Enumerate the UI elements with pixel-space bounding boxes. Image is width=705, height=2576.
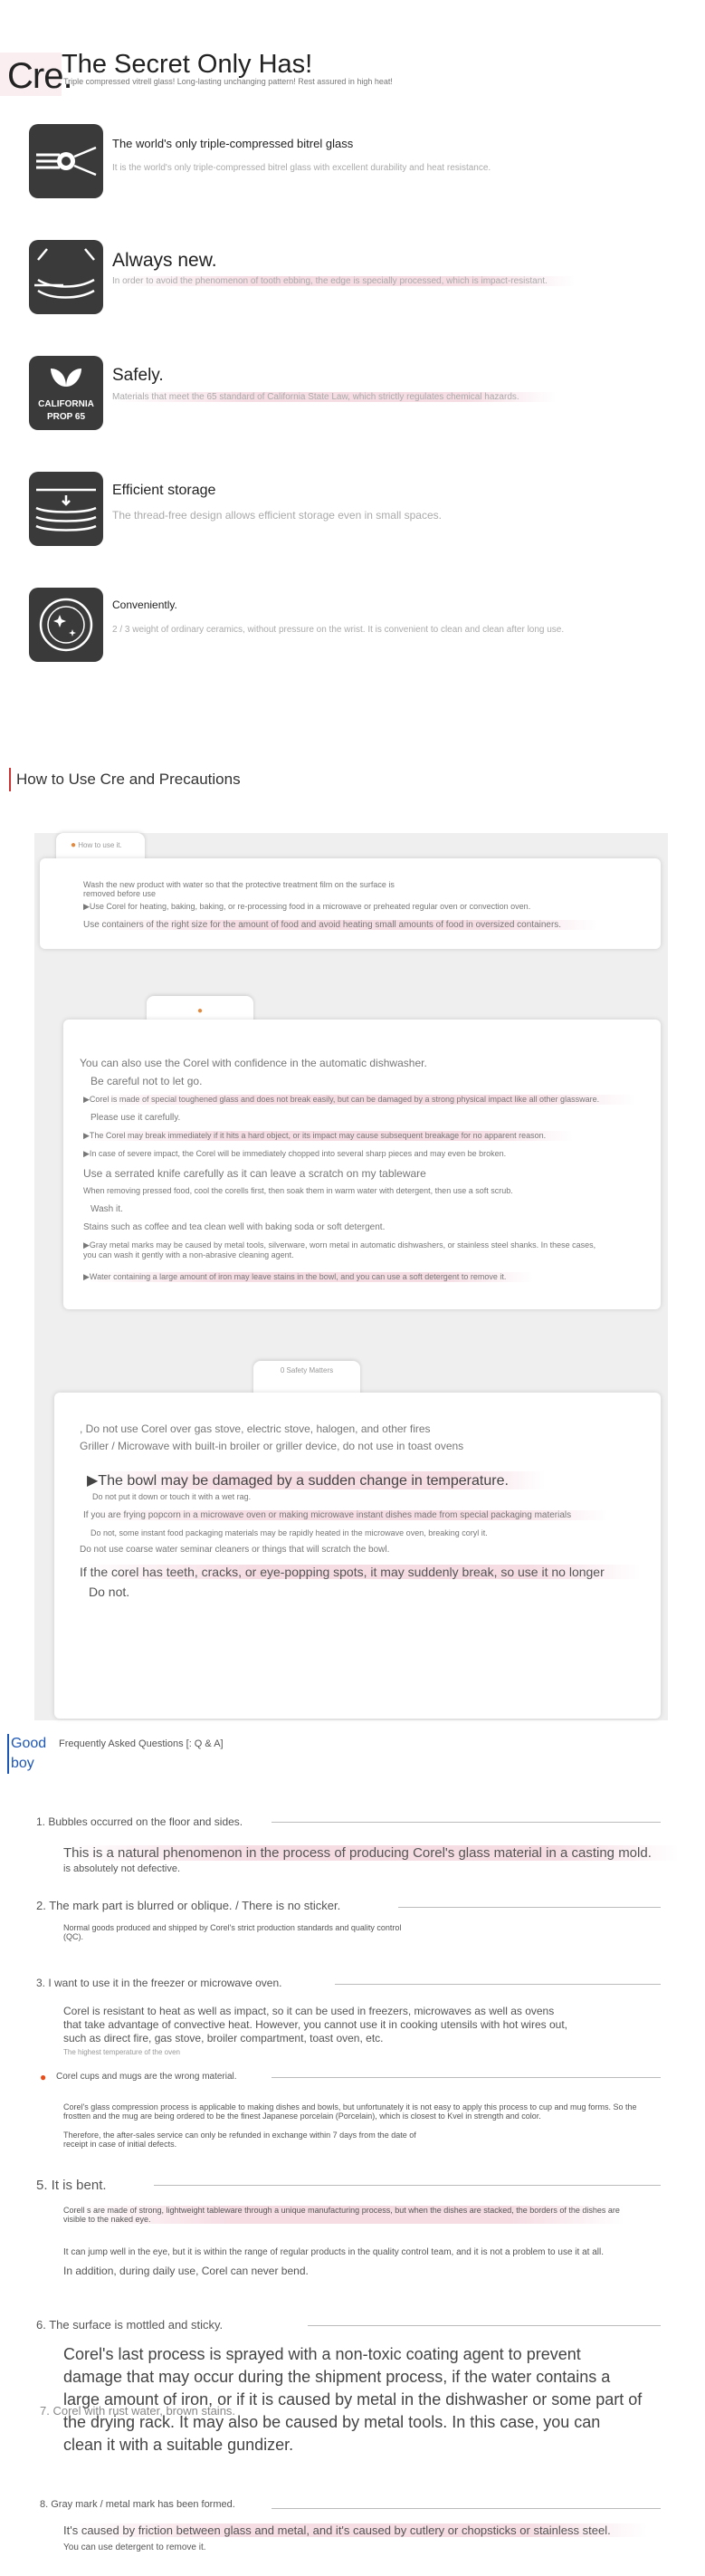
safety-text: ▶The bowl may be damaged by a sudden change in temperature. <box>87 1471 545 1489</box>
safety-text: If you are frying popcorn in a microwave oven or making microwave instant dishes made from special packaging materials <box>83 1510 607 1520</box>
faq-answer: The highest temperature of the oven <box>63 2048 180 2056</box>
feature-title: The world's only triple-compressed bitrel glass <box>112 137 354 150</box>
faq-answer: It's caused by friction between glass and metal, and it's caused by cutlery or chopsticks or stainless steel. <box>63 2523 647 2537</box>
divider <box>272 1822 661 1823</box>
faq-question: Corel cups and mugs are the wrong material. <box>56 2072 237 2082</box>
howto-text: Wash the new product with water so that the protective treatment film on the surface is removed before use <box>83 880 395 898</box>
leaf-icon <box>29 356 103 430</box>
feature-desc: The thread-free design allows efficient storage even in small spaces. <box>112 509 442 522</box>
care-text: ▶Gray metal marks may be caused by metal tools, silverware, worn metal in automatic dishwashers, or stainless steel shanks. In these cases, you can wash it gently with a non-abrasive cleaning agent. <box>83 1240 596 1259</box>
feature-desc: 2 / 3 weight of ordinary ceramics, without pressure on the wrist. It is convenient to clean and clean after long use. <box>112 625 565 635</box>
safety-text: , Do not use Corel over gas stove, electric stove, halogen, and other fires <box>80 1422 431 1435</box>
page-subtitle: Triple compressed vitrell glass! Long-lasting unchanging pattern! Rest assured in high heat! <box>63 77 393 86</box>
svg-text:CALIFORNIA: CALIFORNIA <box>38 399 94 409</box>
care-text: Wash it. <box>91 1204 123 1214</box>
svg-text:PROP 65: PROP 65 <box>46 412 86 422</box>
section-title: How to Use Cre and Precautions <box>9 768 241 791</box>
faq-heading: Frequently Asked Questions [: Q & A] <box>59 1738 224 1749</box>
safety-text: Griller / Microwave with built-in broiler or griller device, do not use in toast ovens <box>80 1440 464 1452</box>
faq-question: 6. The surface is mottled and sticky. <box>36 2318 224 2332</box>
flame-icon: ● <box>40 2071 47 2083</box>
divider <box>398 1907 661 1908</box>
tab-safety[interactable] <box>253 1361 360 1397</box>
faq-question: 7. Corel with rust water, brown stains. <box>40 2404 236 2418</box>
feature-desc: In order to avoid the phenomenon of tooth ebbing, the edge is specially processed, which is impact-resistant. <box>112 276 575 286</box>
safety-text: Do not use coarse water seminar cleaners or things that will scratch the bowl. <box>80 1545 390 1555</box>
faq-answer: Corel is resistant to heat as well as impact, so it can be used in freezers, microwaves as well as ovens that take advantage of convective heat. However, you cannot use it in cooking utensils with hot wires out, such as direct fire, gas stove, broiler compartment, toast oven, etc. <box>63 2005 567 2045</box>
tab-label: How to use it. <box>78 841 122 849</box>
care-text: Please use it carefully. <box>91 1113 181 1123</box>
feature-title: Always new. <box>112 250 217 271</box>
care-text: ▶Corel is made of special toughened glass and does not break easily, but can be damaged by a strong physical impact like all other glassware. <box>83 1095 635 1105</box>
divider <box>272 2508 661 2509</box>
flame-icon: ● <box>196 1006 204 1016</box>
safety-text: Do not, some instant food packaging materials may be rapidly heated in the microwave oven, breaking coryl it. <box>91 1528 488 1537</box>
howto-text: ▶Use Corel for heating, baking, baking, or re-processing food in a microwave or preheated regular oven or convection oven. <box>83 902 531 911</box>
page-title: The Secret Only Has! <box>62 50 313 79</box>
feature-title: Conveniently. <box>112 599 177 611</box>
feature-title: Efficient storage <box>112 483 216 498</box>
faq-answer: You can use detergent to remove it. <box>63 2542 206 2552</box>
faq-question: 1. Bubbles occurred on the floor and sides. <box>36 1815 243 1828</box>
care-text: When removing pressed food, cool the corells first, then soak them in warm water with detergent, then use a soft scrub. <box>83 1186 513 1195</box>
faq-answer: is absolutely not defective. <box>63 1863 181 1874</box>
care-text: Use a serrated knife carefully as it can leave a scratch on my tableware <box>83 1167 426 1180</box>
care-text: Be careful not to let go. <box>91 1075 203 1087</box>
faq-answer: Corell s are made of strong, lightweight tableware through a unique manufacturing process, but when the dishes are stacked, the borders of the dishes are visible to the naked eye. <box>63 2206 624 2224</box>
faq-question: 8. Gray mark / metal mark has been formed. <box>40 2499 235 2510</box>
faq-question: 3. I want to use it in the freezer or microwave oven. <box>36 1977 282 1989</box>
care-text: ▶Water containing a large amount of iron may leave stains in the bowl, and you can use a soft detergent to remove it. <box>83 1272 533 1282</box>
flame-icon: ● <box>71 840 77 850</box>
safety-text: Do not put it down or touch it with a wet rag. <box>92 1492 252 1501</box>
brand-logo: Cre. <box>7 56 72 96</box>
faq-answer: Therefore, the after-sales service can only be refunded in exchange within 7 days from the date of receipt in case of initial defects. <box>63 2131 416 2149</box>
faq-answer: Normal goods produced and shipped by Corel's strict production standards and quality control (QC). <box>63 1923 402 1941</box>
divider <box>335 1984 661 1985</box>
faq-logo: Good boy <box>7 1734 47 1774</box>
faq-answer: Corel's last process is sprayed with a non-toxic coating agent to prevent damage that may occur during the shipment process, if the water contains a large amount of iron, or if it is caused by metal in the dishwasher or some part of the drying rack. It may also be caused by metal tools. In this case, you can clean it with a suitable gundizer. <box>63 2345 643 2454</box>
divider <box>154 2185 661 2186</box>
faq-answer: In addition, during daily use, Corel can never bend. <box>63 2265 309 2277</box>
divider <box>308 2325 661 2326</box>
faq-answer: This is a natural phenomenon in the process of producing Corel's glass material in a casting mold. <box>63 1845 679 1861</box>
faq-answer: Corel's glass compression process is applicable to making dishes and bowls, but unfortunately it is not easy to apply this process to cup and mug forms. So the frostten and the mug are being ordered to be the finest Japanese porcelain (Porcelain), which is closest to Kvel in strength and color. <box>63 2102 637 2121</box>
cracked-plate-icon <box>29 240 103 314</box>
tab-label: 0 Safety Matters <box>280 1366 334 1374</box>
care-text: You can also use the Corel with confidence in the automatic dishwasher. <box>80 1057 427 1069</box>
faq-answer: It can jump well in the eye, but it is within the range of regular products in the quality control team, and it is not a problem to use it at all. <box>63 2247 604 2257</box>
care-text: ▶In case of severe impact, the Corel will be immediately chopped into several sharp pieces and may even be broken. <box>83 1149 507 1158</box>
care-text: ▶The Corel may break immediately if it hits a hard object, or its impact may cause subsequent breakage for no apparent reason. <box>83 1131 573 1141</box>
care-text: Stains such as coffee and tea clean well with baking soda or soft detergent. <box>83 1222 386 1232</box>
stacked-plates-icon <box>29 472 103 546</box>
triple-glass-icon <box>29 124 103 198</box>
safety-text: If the corel has teeth, cracks, or eye-popping spots, it may suddenly break, so use it no longer <box>80 1565 641 1579</box>
divider <box>272 2077 661 2078</box>
light-plate-icon <box>29 588 103 662</box>
feature-title: Safely. <box>112 366 164 385</box>
faq-question: 5. It is bent. <box>36 2178 107 2193</box>
feature-desc: It is the world's only triple-compressed bitrel glass with excellent durability and heat resistance. <box>112 163 491 173</box>
safety-text: Do not. <box>89 1585 130 1599</box>
feature-desc: Materials that meet the 65 standard of California State Law, which strictly regulates chemical hazards. <box>112 392 556 402</box>
faq-question: 2. The mark part is blurred or oblique. / There is no sticker. <box>36 1899 341 1912</box>
howto-text: Use containers of the right size for the amount of food and avoid heating small amounts of food in oversized containers. <box>83 920 597 930</box>
